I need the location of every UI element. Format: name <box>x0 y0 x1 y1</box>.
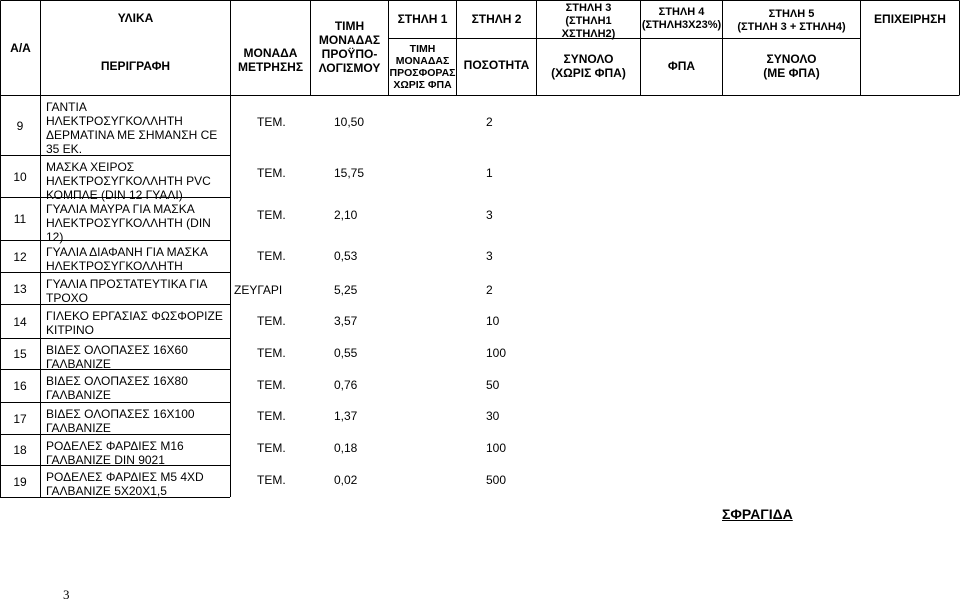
row-quantity: 3 <box>486 249 493 263</box>
row-price: 10,50 <box>334 115 365 129</box>
row-price: 0,02 <box>334 473 358 487</box>
row-unit: ΤΕΜ. <box>257 378 286 392</box>
row-quantity: 50 <box>486 378 500 392</box>
row-price: 15,75 <box>334 166 365 180</box>
row-number: 19 <box>13 474 27 489</box>
row-price: 0,18 <box>334 441 358 455</box>
row-price: 5,25 <box>334 283 358 297</box>
row-number: 10 <box>13 169 27 184</box>
row-description: ΓΙΛΕΚΟ ΕΡΓΑΣΙΑΣ ΦΩΣΦΟΡΙΖΕ ΚΙΤΡΙΝΟ <box>46 309 223 337</box>
header-yliko: ΥΛΙΚΑ <box>117 11 154 25</box>
header-perigrafi: ΠΕΡΙΓΡΑΦΗ <box>100 59 171 73</box>
row-description: ΓΥΑΛΙΑ ΠΡΟΣΤΑΤΕΥΤΙΚΑ ΓΙΑ ΤΡΟΧΟ <box>46 277 207 305</box>
row-number: 11 <box>13 212 27 226</box>
row-quantity: 100 <box>486 346 507 360</box>
row-unit: ΖΕΥΓΑΡΙ <box>234 283 283 297</box>
header-stili5: ΣΤΗΛΗ 5 (ΣΤΗΛΗ 3 + ΣΤΗΛΗ4) <box>737 8 846 33</box>
header-aa: Α/Α <box>10 41 31 55</box>
row-quantity: 30 <box>486 409 500 423</box>
row-description: ΜΑΣΚΑ ΧΕΙΡΟΣ ΗΛΕΚΤΡΟΣΥΓΚΟΛΛΗΤΗ PVC ΚΟΜΠΛΕ (DIN 12 ΓΥΑΛΙ) <box>46 160 211 202</box>
row-unit: ΤΕΜ. <box>257 249 286 263</box>
row-description: ΡΟΔΕΛΕΣ ΦΑΡΔΙΕΣ Μ5 4XD ΓΑΛΒΑΝΙΖΕ 5Χ20Χ1,5 <box>46 470 204 498</box>
row-price: 2,10 <box>334 208 358 222</box>
header-stili1: ΣΤΗΛΗ 1 <box>397 12 448 26</box>
row-description: ΓΑΝΤΙΑ ΗΛΕΚΤΡΟΣΥΓΚΟΛΛΗΤΗ ΔΕΡΜΑΤΙΝΑ ΜΕ ΣΗΜΑΝΣΗ CE 35 ΕΚ. <box>46 100 218 156</box>
row-unit: ΤΕΜ. <box>257 208 286 222</box>
row-number: 18 <box>13 443 27 457</box>
row-description: ΒΙΔΕΣ ΟΛΟΠΑΣΕΣ 16Χ60 ΓΑΛΒΑΝΙΖΕ <box>46 343 188 371</box>
row-price: 0,76 <box>334 378 358 392</box>
row-description: ΒΙΔΕΣ ΟΛΟΠΑΣΕΣ 16Χ80 ΓΑΛΒΑΝΙΖΕ <box>46 374 188 402</box>
row-unit: ΤΕΜ. <box>257 441 286 455</box>
header-stili2: ΣΤΗΛΗ 2 <box>471 12 522 26</box>
header-epixeirisi: ΕΠΙΧΕΙΡΗΣΗ <box>874 12 946 26</box>
row-quantity: 1 <box>486 166 493 180</box>
header-stili1-sub: ΤΙΜΗ ΜΟΝΑΔΑΣ ΠΡΟΣΦΟΡΑΣ ΧΩΡΙΣ ΦΠΑ <box>389 43 456 91</box>
page-number: 3 <box>63 587 70 602</box>
row-unit: ΤΕΜ. <box>257 166 286 180</box>
row-number: 9 <box>16 118 24 133</box>
row-description: ΒΙΔΕΣ ΟΛΟΠΑΣΕΣ 16Χ100 ΓΑΛΒΑΝΙΖΕ <box>46 407 195 435</box>
row-unit: ΤΕΜ. <box>257 346 286 360</box>
row-number: 12 <box>13 249 27 264</box>
row-number: 17 <box>13 411 27 426</box>
header-stili3: ΣΤΗΛΗ 3 (ΣΤΗΛΗ1 ΧΣΤΗΛΗ2) <box>561 1 616 40</box>
row-quantity: 100 <box>486 441 507 455</box>
row-quantity: 3 <box>486 208 493 222</box>
row-price: 1,37 <box>334 409 358 423</box>
row-quantity: 2 <box>486 283 493 297</box>
row-description: ΓΥΑΛΙΑ ΔΙΑΦΑΝΗ ΓΙΑ ΜΑΣΚΑ ΗΛΕΚΤΡΟΣΥΓΚΟΛΛΗΤΗ <box>46 245 208 273</box>
row-unit: ΤΕΜ. <box>257 473 286 487</box>
row-quantity: 2 <box>486 115 493 129</box>
row-number: 13 <box>13 281 27 296</box>
row-number: 15 <box>13 347 27 361</box>
row-number: 16 <box>13 379 27 393</box>
row-price: 0,55 <box>334 346 358 360</box>
row-unit: ΤΕΜ. <box>257 409 286 423</box>
row-unit: ΤΕΜ. <box>257 115 286 129</box>
row-description: ΡΟΔΕΛΕΣ ΦΑΡΔΙΕΣ Μ16 ΓΑΛΒΑΝΙΖΕ DIN 9021 <box>46 439 184 467</box>
row-price: 0,53 <box>334 249 358 263</box>
header-timi-proypologismou: ΤΙΜΗ ΜΟΝΑΔΑΣ ΠΡΟΫΠΟ- ΛΟΓΙΣΜΟΥ <box>318 19 381 75</box>
header-fpa: ΦΠΑ <box>667 59 696 73</box>
row-quantity: 500 <box>486 473 507 487</box>
stamp-label: ΣΦΡΑΓΙΔΑ <box>722 506 793 522</box>
header-stili3-sub: ΣΥΝΟΛΟ (ΧΩΡΙΣ ΦΠΑ) <box>551 52 626 80</box>
header-stili4: ΣΤΗΛΗ 4 (ΣΤΗΛΗ3Χ23%) <box>641 6 722 31</box>
row-number: 14 <box>13 314 27 329</box>
header-stili5-sub: ΣΥΝΟΛΟ (ΜΕ ΦΠΑ) <box>763 52 820 80</box>
header-posotita: ΠΟΣΟΤΗΤΑ <box>463 58 530 72</box>
row-quantity: 10 <box>486 314 500 328</box>
row-price: 3,57 <box>334 314 358 328</box>
header-monada: ΜΟΝΑΔΑ ΜΕΤΡΗΣΗΣ <box>237 46 304 74</box>
row-unit: ΤΕΜ. <box>257 314 286 328</box>
row-description: ΓΥΑΛΙΑ ΜΑΥΡΑ ΓΙΑ ΜΑΣΚΑ ΗΛΕΚΤΡΟΣΥΓΚΟΛΛΗΤΗ (DIN 12) <box>46 202 211 244</box>
